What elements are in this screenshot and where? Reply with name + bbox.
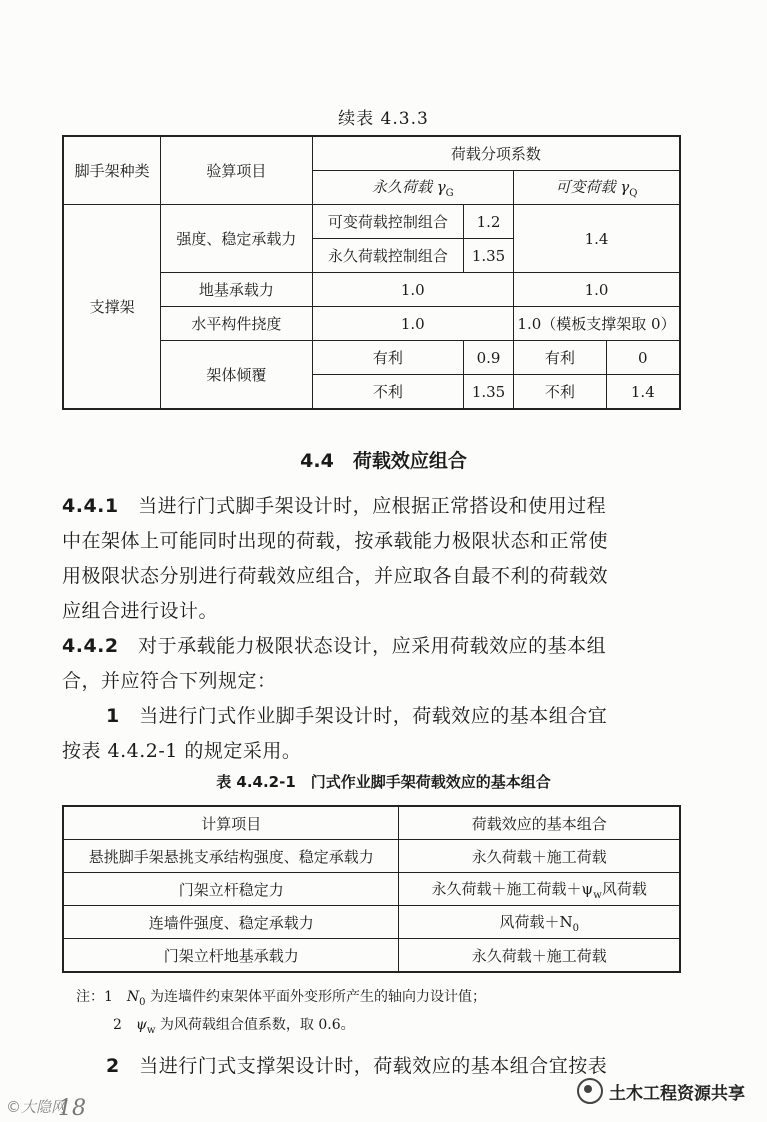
value-cell: 0 <box>606 341 680 375</box>
table-row-combo: 风荷载$+N_0$ <box>399 906 680 939</box>
clause-4-4-2: 4.4.2 对于承载能力极限状态设计，应采用荷载效应的基本组 合，并应符合下列规定： <box>62 635 607 692</box>
value-cell: 1.4 <box>513 205 680 273</box>
combo-cell: 永久荷载控制组合 <box>312 239 463 273</box>
table-row-combo: 永久荷载＋施工荷载$+\psi_w$风荷载 <box>399 873 680 906</box>
item-2: 2 当进行门式支撑架设计时，荷载效应的基本组合宜按表 <box>106 1055 608 1077</box>
type-cell: 支撑架 <box>63 205 161 410</box>
value-cell: 1.2 <box>464 205 514 239</box>
header-variable: 可变荷载 $\gamma_Q$ <box>513 171 680 205</box>
header-combo: 荷载效应的基本组合 <box>399 806 680 840</box>
value-cell: 1.0 <box>513 273 680 307</box>
value-cell: 1.0 <box>312 273 513 307</box>
table-row-item: 悬挑脚手架悬挑支承结构强度、稳定承载力 <box>63 840 399 873</box>
table-caption: 续表 4.3.3 <box>338 109 429 129</box>
value-cell: 1.0 <box>312 307 513 341</box>
header-factor: 荷载分项系数 <box>312 136 680 171</box>
item-1: 1 当进行门式作业脚手架设计时，荷载效应的基本组合宜 按表 4.4.2-1 的规定采用。 <box>62 705 608 762</box>
note-1: 注：1 $N_0$ 为连墙件约束架体平面外变形所产生的轴向力设计值； <box>76 989 486 1008</box>
item-cell: 架体倾覆 <box>161 341 312 410</box>
label-cell: 不利 <box>513 375 606 410</box>
combo-cell: 可变荷载控制组合 <box>312 205 463 239</box>
table-row-item: 连墙件强度、稳定承载力 <box>63 906 399 939</box>
item-cell: 强度、稳定承载力 <box>161 205 312 273</box>
item-cell: 地基承载力 <box>161 273 312 307</box>
corner-watermark: ©大隐网 <box>6 1098 67 1116</box>
value-cell: 1.0（模板支撑架取 0） <box>513 307 680 341</box>
header-permanent: 永久荷载 $\gamma_G$ <box>312 171 513 205</box>
section-heading: 4.4 荷载效应组合 <box>300 450 467 472</box>
load-factor-table <box>62 135 681 410</box>
value-cell: 1.35 <box>464 375 514 410</box>
watermark-text: 土木工程资源共享 <box>609 1083 745 1104</box>
table-row-combo: 永久荷载＋施工荷载 <box>399 939 680 973</box>
page-number: 18 <box>58 1096 86 1121</box>
label-cell: 有利 <box>513 341 606 375</box>
table2-caption: 表 4.4.2-1 门式作业脚手架荷载效应的基本组合 <box>216 773 551 791</box>
note-2: 2 $\psi_w$ 为风荷载组合值系数，取 0.6。 <box>113 1017 355 1036</box>
clause-4-4-1: 4.4.1 当进行门式脚手架设计时，应根据正常搭设和使用过程 中在架体上可能同时出现的荷载，按承载能力极限状态和正常使 用极限状态分别进行荷载效应组合，并应取各自最不利的荷载效 应组合进行设计。 <box>62 495 609 622</box>
header-type: 脚手架种类 <box>63 136 161 205</box>
label-cell: 不利 <box>312 375 463 410</box>
table-row-item: 门架立杆地基承载力 <box>63 939 399 973</box>
value-cell: 1.4 <box>606 375 680 410</box>
table-row-item: 门架立杆稳定力 <box>63 873 399 906</box>
table-row-combo: 永久荷载＋施工荷载 <box>399 840 680 873</box>
label-cell: 有利 <box>312 341 463 375</box>
item-cell: 水平构件挠度 <box>161 307 312 341</box>
value-cell: 0.9 <box>464 341 514 375</box>
header-item: 验算项目 <box>161 136 312 205</box>
value-cell: 1.35 <box>464 239 514 273</box>
header-item: 计算项目 <box>63 806 399 840</box>
wechat-icon <box>577 1078 603 1104</box>
watermark <box>577 1078 745 1104</box>
combination-table <box>62 805 681 973</box>
